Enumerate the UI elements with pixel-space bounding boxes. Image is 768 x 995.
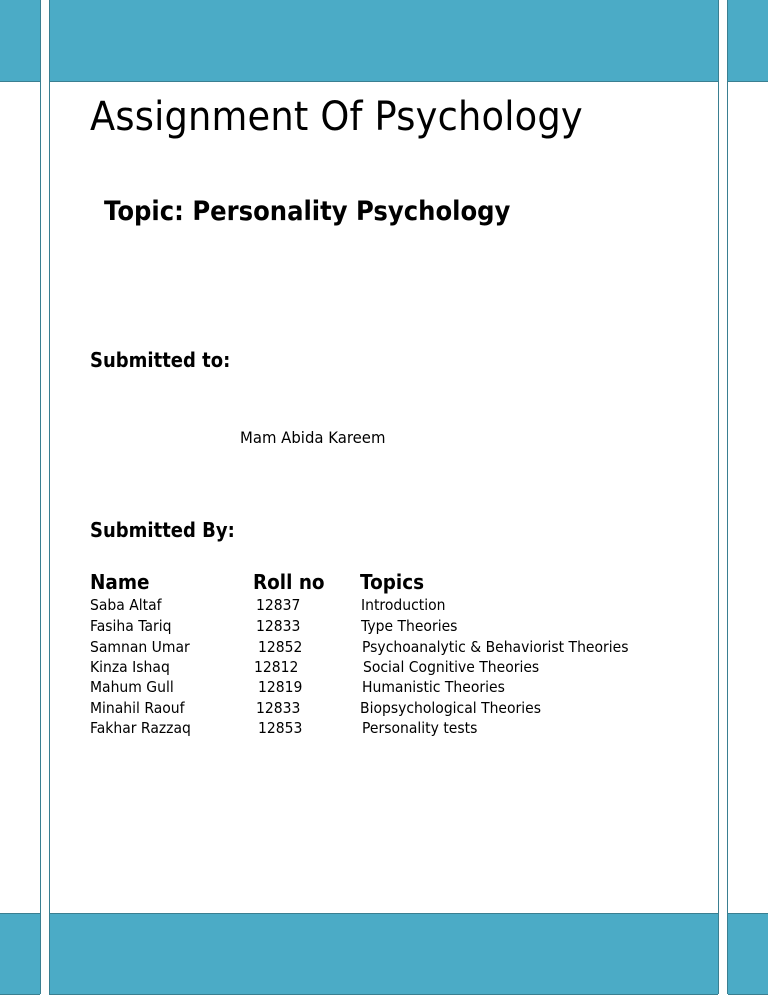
cell-topic: Psychoanalytic & Behaviorist Theories [362,638,629,656]
document-title: Assignment Of Psychology [90,94,583,140]
column-header-roll: Roll no [253,570,325,594]
cell-roll: 12833 [256,617,301,635]
border-line [718,0,719,994]
cell-topic: Social Cognitive Theories [363,658,540,676]
cell-name: Fasiha Tariq [90,617,172,635]
cell-topic: Humanistic Theories [362,678,505,696]
cell-name: Kinza Ishaq [90,658,170,676]
cell-roll: 12833 [256,699,301,717]
table-row [0,719,768,739]
footer-band-right [728,913,768,995]
cell-roll: 12852 [258,638,303,656]
teacher-name: Mam Abida Kareem [240,428,386,447]
table-row [0,678,768,698]
cell-name: Samnan Umar [90,638,190,656]
border-line [49,0,50,994]
cell-name: Minahil Raouf [90,699,185,717]
submitted-to-label: Submitted to: [90,348,231,372]
table-row [0,596,768,616]
table-row [0,658,768,678]
table-row [0,699,768,719]
cell-topic: Introduction [361,596,446,614]
header-band-right [728,0,768,82]
border-line [727,0,728,994]
cell-name: Saba Altaf [90,596,162,614]
document-topic: Topic: Personality Psychology [104,196,511,227]
column-header-name: Name [90,570,150,594]
column-header-topics: Topics [360,570,425,594]
border-line [40,0,41,994]
cell-topic: Biopsychological Theories [360,699,542,717]
table-row [0,617,768,637]
footer-band [49,913,718,995]
cell-roll: 12819 [258,678,303,696]
header-band-left [0,0,40,82]
cell-name: Fakhar Razzaq [90,719,191,737]
cell-roll: 12853 [258,719,303,737]
submitted-by-label: Submitted By: [90,518,235,542]
cell-topic: Personality tests [362,719,478,737]
cell-roll: 12837 [256,596,301,614]
cell-topic: Type Theories [361,617,458,635]
cell-name: Mahum Gull [90,678,174,696]
cell-roll: 12812 [254,658,299,676]
table-row [0,638,768,658]
footer-band-left [0,913,40,995]
header-band [49,0,718,82]
